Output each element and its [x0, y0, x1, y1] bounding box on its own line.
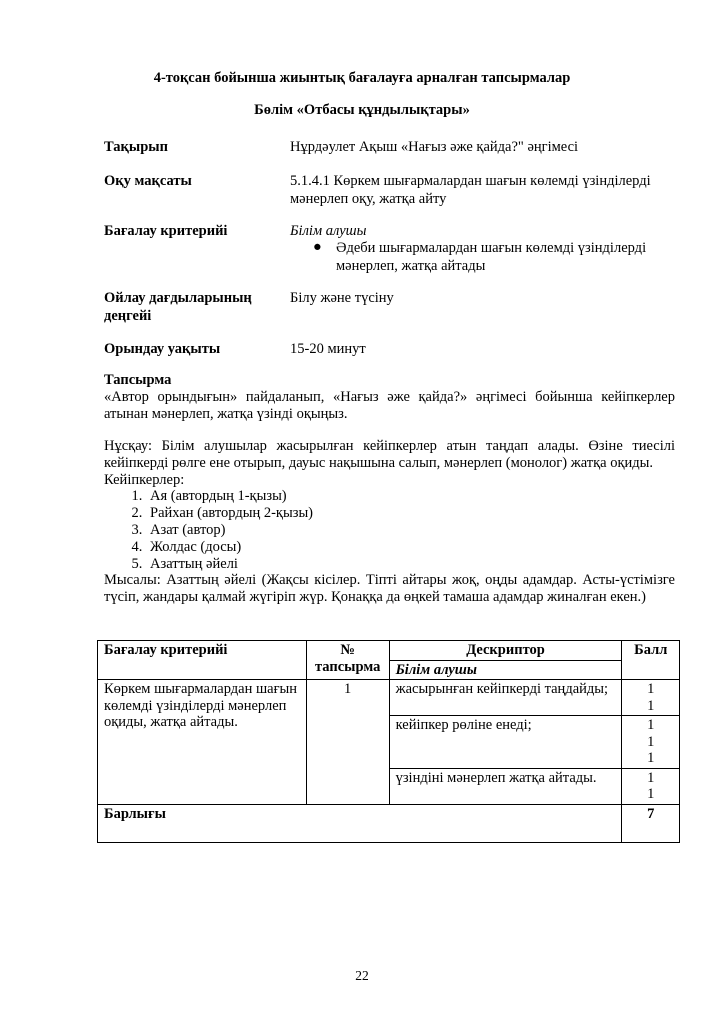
header-task-number	[306, 641, 389, 680]
header-descriptor-sub: Білім алушы	[389, 660, 622, 680]
criteria-subject: Білім алушы	[290, 223, 367, 239]
descriptor-cell: үзіндіні мәнерлеп жатқа айтады.	[389, 768, 622, 804]
page-number: 22	[355, 968, 369, 983]
total-value: 7	[622, 804, 680, 843]
list-item: 2. Райхан (автордың 2-қызы)	[146, 505, 313, 522]
criteria-label: Бағалау критерийі	[104, 223, 228, 239]
table-header-row	[98, 641, 680, 661]
header-task-number-line2: тапсырма	[315, 658, 381, 675]
characters-heading: Кейіпкерлер:	[104, 472, 185, 488]
list-item: 3. Азат (автор)	[146, 522, 313, 539]
score-value: 1	[647, 697, 655, 714]
descriptor-cell: жасырынған кейіпкерді таңдайды;	[389, 680, 622, 716]
topic-value: Нұрдәулет Ақыш «Нағыз әже қайда?" әңгімесі	[290, 139, 579, 155]
list-item: 5. Азаттың әйелі	[146, 556, 313, 573]
header-criteria: Бағалау критерийі	[98, 641, 307, 680]
score-cell	[622, 680, 680, 716]
time-value: 15-20 минут	[290, 341, 366, 357]
score-value: 1	[647, 769, 655, 786]
characters-list	[104, 488, 313, 573]
time-label: Орындау уақыты	[104, 341, 221, 357]
document-title: 4-тоқсан бойынша жиынтық бағалауға арналған тапсырмалар	[153, 70, 571, 86]
criteria-bullet: Әдеби шығармалардан шағын көлемді үзінділерді мәнерлеп, жатқа айтады	[336, 240, 647, 274]
task-heading: Тапсырма	[104, 372, 172, 388]
descriptor-cell: кейіпкер рөліне енеді;	[389, 716, 622, 769]
total-label: Барлығы	[98, 804, 622, 843]
task-number-cell: 1	[306, 680, 389, 805]
thinking-level-value: Білу және түсіну	[290, 290, 394, 306]
section-title: Бөлім «Отбасы құндылықтары»	[254, 102, 470, 118]
header-descriptor: Дескриптор	[389, 641, 622, 661]
score-cell	[622, 768, 680, 804]
assessment-table	[97, 640, 680, 843]
header-task-number-line1: №	[340, 642, 355, 658]
score-value: 1	[647, 786, 655, 802]
task-instruction: Нұсқау: Білім алушылар жасырылған кейіпкерлер атын таңдап алады. Өзіне тиесілі кейіпкерді рөлге ене отырып, дауыс нақышына салып, мәнерлеп (монолог) жатқа оқиды.	[104, 438, 675, 471]
score-value: 1	[647, 681, 655, 697]
score-value: 1	[647, 733, 655, 750]
goal-value: 5.1.4.1 Көркем шығармалардан шағын көлемді үзінділерді мәнерлеп оқу, жатқа айту	[290, 173, 651, 207]
table-row	[98, 680, 680, 716]
header-score: Балл	[622, 641, 680, 680]
task-example: Мысалы: Азаттың әйелі (Жақсы кісілер. Тіпті айтары жоқ, оңды адамдар. Асты-үстімізге түсіп, жандары қалмай жүгіріп жүр. Қонаққа да өңкей тамаша адамдар жиналған екен.)	[104, 572, 675, 605]
criteria-cell: Көркем шығармалардан шағын көлемді үзінділерді мәнерлеп оқиды, жатқа айтады.	[98, 680, 307, 805]
score-value: 1	[647, 750, 655, 766]
topic-label: Тақырып	[104, 139, 168, 155]
thinking-level-label: Ойлау дағдыларының деңгейі	[104, 290, 252, 324]
score-cell	[622, 716, 680, 769]
bullet-icon: ●	[313, 239, 322, 255]
list-item: 1. Ая (автордың 1-қызы)	[146, 488, 313, 505]
table-total-row	[98, 804, 680, 843]
score-value: 1	[647, 717, 655, 733]
list-item: 4. Жолдас (досы)	[146, 539, 313, 556]
goal-label: Оқу мақсаты	[104, 173, 192, 189]
task-text: «Автор орындығын» пайдаланып, «Нағыз әже қайда?» әңгімесі бойынша кейіпкерлер атынан мәнерлеп, жатқа үзінді оқыңыз.	[104, 389, 675, 422]
